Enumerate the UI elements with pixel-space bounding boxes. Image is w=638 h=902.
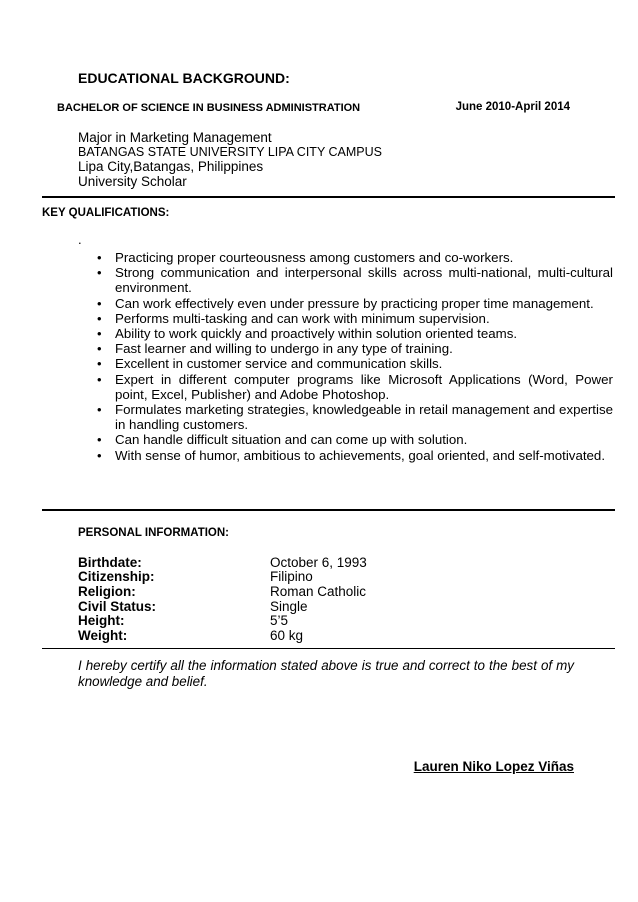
qualification-item: • Excellent in customer service and communication skills. <box>115 356 613 371</box>
education-school: BATANGAS STATE UNIVERSITY LIPA CITY CAMPUS <box>78 145 383 159</box>
qualification-item: • Practicing proper courteousness among customers and co-workers. <box>115 250 613 265</box>
certification-statement: I hereby certify all the information stated above is true and correct to the best of my knowledge and belief. <box>78 658 574 689</box>
info-label: Citizenship: <box>78 569 155 584</box>
qualification-item: • Fast learner and willing to undergo in any type of training. <box>115 341 613 356</box>
info-value: 5’5 <box>270 613 289 628</box>
degree-title: BACHELOR OF SCIENCE IN BUSINESS ADMINISTRATION <box>57 102 361 114</box>
divider-1 <box>42 196 615 198</box>
info-row-weight <box>78 628 478 643</box>
qualification-item: • Ability to work quickly and proactively within solution oriented teams. <box>115 326 613 341</box>
info-value: 60 kg <box>270 628 304 643</box>
qualifications-heading: KEY QUALIFICATIONS: <box>42 207 170 219</box>
education-location: Lipa City,Batangas, Philippines <box>78 159 264 174</box>
info-value: October 6, 1993 <box>270 555 367 570</box>
info-label: Birthdate: <box>78 555 142 570</box>
divider-2 <box>42 509 615 511</box>
signature-name: Lauren Niko Lopez Viñas <box>413 759 574 774</box>
stray-mark: . <box>78 232 82 247</box>
info-value: Roman Catholic <box>270 584 367 599</box>
info-row-height <box>78 613 478 628</box>
degree-dates: June 2010-April 2014 <box>455 101 570 113</box>
qualification-item: • Performs multi-tasking and can work with minimum supervision. <box>115 311 613 326</box>
info-label: Weight: <box>78 628 128 643</box>
info-value: Filipino <box>270 569 313 584</box>
info-row-birthdate <box>78 555 478 570</box>
info-row-religion <box>78 584 478 599</box>
qualification-item: • Strong communication and interpersonal skills across multi-national, multi-cultural environment. <box>115 265 613 295</box>
info-label: Height: <box>78 613 125 628</box>
qualification-item: • Can handle difficult situation and can come up with solution. <box>115 432 613 447</box>
qualification-item: • Expert in different computer programs like Microsoft Applications (Word, Power point, Excel, Publisher) and Adobe Photoshop. <box>115 372 613 402</box>
info-value: Single <box>270 599 308 614</box>
qualification-item: • With sense of humor, ambitious to achievements, goal oriented, and self-motivated. <box>115 448 613 463</box>
personal-heading: PERSONAL INFORMATION: <box>78 527 229 539</box>
info-row-citizenship <box>78 569 478 584</box>
qualifications-list <box>78 250 613 463</box>
education-heading: EDUCATIONAL BACKGROUND: <box>78 70 290 86</box>
info-label: Religion: <box>78 584 136 599</box>
education-major: Major in Marketing Management <box>78 130 272 145</box>
qualification-item: • Can work effectively even under pressure by practicing proper time management. <box>115 296 613 311</box>
divider-3 <box>42 648 615 649</box>
qualification-item: • Formulates marketing strategies, knowledgeable in retail management and expertise in handling customers. <box>115 402 613 432</box>
info-label: Civil Status: <box>78 599 157 614</box>
info-row-civil-status <box>78 599 478 614</box>
education-honor: University Scholar <box>78 174 187 189</box>
